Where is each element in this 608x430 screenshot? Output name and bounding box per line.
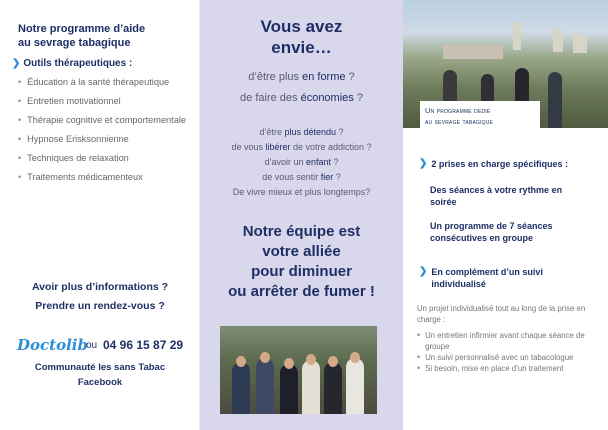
question-savings	[200, 91, 403, 105]
phone-number[interactable]: 04 96 15 87 29	[103, 338, 184, 352]
care-option-evening	[430, 184, 600, 208]
motivation-child	[200, 155, 403, 170]
list-item	[417, 352, 597, 363]
q1-pre: d’être plus	[248, 71, 303, 83]
right-panel	[403, 0, 608, 430]
left-title	[18, 22, 145, 50]
community-line1: Communauté les sans Tabac	[34, 362, 166, 373]
caption-line2: au sevrage tabagique	[425, 117, 494, 126]
s4-post: ?	[333, 172, 341, 182]
list-item-label: Thérapie cognitive et comportementale	[27, 115, 186, 125]
cta-line2: Prendre un rendez-vous ?	[35, 300, 165, 312]
doctolib-logo[interactable]: Doctolib	[17, 336, 88, 354]
list-item-label: Éducation à la santé thérapeutique	[27, 77, 170, 87]
building	[573, 35, 587, 53]
community-link[interactable]	[0, 360, 200, 390]
slogan-line1: Notre équipe est	[242, 223, 361, 240]
person-head	[236, 356, 246, 367]
team-slogan	[200, 222, 403, 302]
list-item-label: Hypnose Erisksonnienne	[27, 134, 129, 144]
q2-pre: de faire des	[240, 92, 301, 104]
building	[443, 45, 503, 59]
person-figure	[280, 364, 298, 414]
arrow-right-icon: ❯	[419, 158, 428, 169]
list-item	[18, 133, 193, 145]
person-figure	[302, 360, 320, 414]
person-figure	[346, 358, 364, 414]
s1-highlight: plus détendu	[284, 127, 337, 137]
s1-pre: d’être	[259, 127, 285, 137]
slogan-line3: pour diminuer	[251, 263, 352, 280]
care-heading	[419, 158, 568, 170]
middle-title	[200, 16, 403, 58]
community-line2: Facebook	[77, 377, 123, 388]
motivation-relaxed	[200, 125, 403, 140]
person-figure	[548, 72, 562, 128]
tools-list	[18, 76, 193, 190]
s4-highlight: fier	[320, 172, 334, 182]
slogan-line4: ou arrêter de fumer !	[228, 283, 375, 300]
s3-pre: d’avoir un	[264, 157, 306, 167]
left-title-line1: Notre programme d’aide	[18, 23, 146, 35]
motivation-list	[200, 125, 403, 200]
motivation-proud	[200, 170, 403, 185]
care-option-group	[430, 220, 600, 244]
s3-post: ?	[331, 157, 339, 167]
motivation-live-longer: De vivre mieux et plus longtemps?	[232, 187, 371, 197]
contact-cta	[0, 278, 200, 316]
person-figure	[324, 362, 342, 414]
person-figure	[256, 358, 274, 414]
bullet-icon: •	[18, 96, 22, 106]
item2-line1: Un programme de 7 séances	[430, 221, 553, 231]
bullet-icon: •	[417, 352, 421, 362]
care-heading-label: 2 prises en charge spécifiques :	[431, 159, 568, 169]
followup-heading-label	[431, 266, 543, 290]
person-head	[260, 352, 270, 363]
bullet-icon: •	[18, 153, 22, 163]
s3-highlight: enfant	[305, 157, 332, 167]
list-item	[417, 363, 597, 374]
list-item	[18, 76, 193, 88]
list-item	[18, 152, 193, 164]
s2-pre: de vous	[231, 142, 266, 152]
caption-line1: Un programme dédié	[425, 106, 491, 115]
cta-line1: Avoir plus d’informations ?	[31, 281, 169, 293]
item1-line2: soirée	[430, 197, 457, 207]
person-head	[350, 352, 360, 363]
building	[553, 30, 563, 52]
list-item-label: Traitements médicamenteux	[27, 172, 143, 182]
bullet-icon: •	[18, 115, 22, 125]
question-fitness	[200, 70, 403, 84]
tools-heading-label: Outils thérapeutiques :	[23, 58, 133, 69]
list-item	[18, 171, 193, 183]
slogan-line2: votre alliée	[262, 243, 341, 260]
s1-post: ?	[336, 127, 344, 137]
list-item-label: Entretien motivationnel	[27, 96, 121, 106]
q2-post: ?	[353, 92, 363, 104]
list-item-label: Un entretien infirmier avant chaque séance de groupe	[425, 331, 585, 351]
q1-post: ?	[345, 71, 355, 83]
list-item	[417, 330, 597, 352]
middle-panel	[200, 0, 403, 430]
photo-caption	[420, 101, 540, 131]
bullet-icon: •	[18, 134, 22, 144]
arrow-right-icon: ❯	[419, 266, 428, 277]
item2-line2: consécutives en groupe	[430, 233, 534, 243]
or-label: ou	[86, 340, 98, 351]
person-head	[306, 354, 316, 365]
left-panel	[0, 0, 200, 430]
followup-heading	[419, 266, 543, 290]
followup-list	[417, 330, 597, 374]
bullet-icon: •	[417, 330, 421, 340]
team-photo	[220, 326, 377, 414]
s2-highlight: libérer	[265, 142, 291, 152]
s4-pre: de vous sentir	[262, 172, 321, 182]
middle-title-line1: Vous avez	[260, 17, 343, 36]
person-figure	[232, 362, 250, 414]
bullet-icon: •	[18, 172, 22, 182]
s2-post: de votre addiction ?	[290, 142, 372, 152]
list-item	[18, 114, 193, 126]
left-title-line2: au sevrage tabagique	[18, 37, 131, 49]
middle-title-line2: envie…	[271, 38, 332, 57]
q1-highlight: en forme	[302, 71, 346, 83]
followup-line2: individualisé	[431, 279, 486, 289]
list-item-label: Techniques de relaxation	[27, 153, 129, 163]
motivation-free	[200, 140, 403, 155]
arrow-right-icon: ❯	[12, 58, 21, 69]
followup-intro: Un projet individualisé tout au long de la prise en charge :	[417, 304, 586, 324]
q2-highlight: économies	[300, 92, 354, 104]
followup-line1: En complément d’un suivi	[431, 267, 543, 277]
building	[513, 22, 521, 50]
item1-line1: Des séances à votre rythme en	[430, 185, 563, 195]
tools-heading	[12, 58, 132, 69]
bullet-icon: •	[417, 363, 421, 373]
person-head	[284, 358, 294, 369]
list-item-label: Si besoin, mise en place d’un traitement	[425, 364, 564, 373]
list-item-label: Un suivi personnalisé avec un tabacologue	[425, 353, 574, 362]
list-item	[18, 95, 193, 107]
bullet-icon: •	[18, 77, 22, 87]
person-head	[328, 356, 338, 367]
